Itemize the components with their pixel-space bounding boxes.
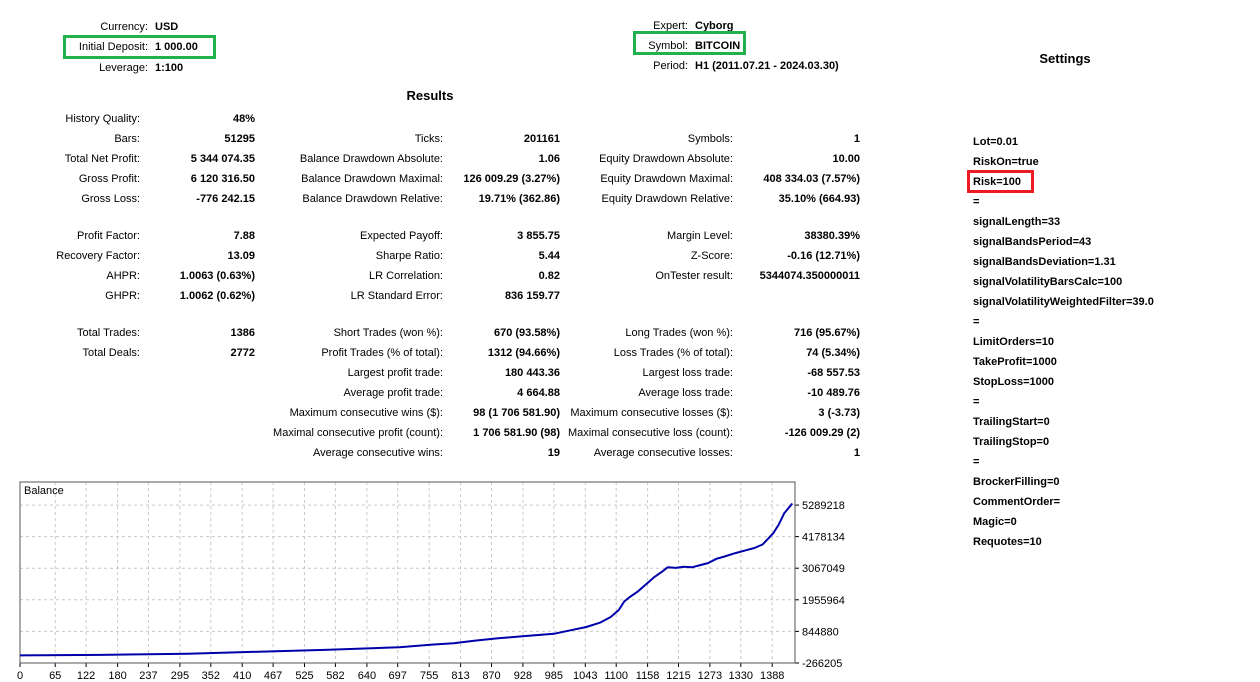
- balance-chart-svg: [0, 478, 870, 682]
- stat-value: [140, 383, 255, 403]
- x-tick-label: 1388: [759, 670, 785, 682]
- stat-value: 4 664.88: [517, 387, 560, 399]
- stat-label: History Quality:: [65, 113, 140, 125]
- stat-value: [140, 403, 255, 423]
- results-table: [0, 109, 860, 463]
- y-tick-label: -266205: [802, 658, 843, 670]
- stat-value: [443, 109, 560, 129]
- stat-label: OnTester result:: [655, 270, 733, 282]
- currency-row: [0, 17, 178, 37]
- settings-item: TrailingStop=0: [973, 436, 1050, 448]
- stat-label: Loss Trades (% of total):: [613, 347, 733, 359]
- x-tick-label: 582: [326, 670, 345, 682]
- stat-label: [0, 403, 140, 423]
- stat-value: 1.06: [538, 153, 560, 165]
- stats-row: [0, 323, 860, 343]
- x-tick-label: 467: [263, 670, 283, 682]
- stat-value: [733, 109, 860, 129]
- period-label: Period:: [653, 60, 688, 72]
- stat-value: 51295: [224, 133, 255, 145]
- stats-row: [0, 149, 860, 169]
- stat-label: Profit Factor:: [77, 230, 140, 242]
- stat-label: Maximum consecutive wins ($):: [289, 407, 443, 419]
- stat-label: Average profit trade:: [343, 387, 443, 399]
- settings-item: signalLength=33: [973, 216, 1061, 228]
- stat-label: Short Trades (won %):: [333, 327, 443, 339]
- y-tick-label: 5289218: [802, 500, 845, 513]
- stats-row: [0, 189, 860, 209]
- stat-value: 5344074.350000011: [759, 270, 860, 282]
- stat-value: 1.0062 (0.62%): [179, 290, 255, 302]
- stat-value: -126 009.29 (2): [784, 427, 860, 439]
- leverage-value: 1:100: [155, 62, 184, 74]
- stat-label: Largest profit trade:: [347, 367, 443, 379]
- stat-label: AHPR:: [106, 270, 140, 282]
- initial-deposit-row: [0, 37, 198, 57]
- stat-label: [0, 443, 140, 463]
- y-tick-label: 1955964: [802, 594, 845, 607]
- x-tick-label: 352: [201, 670, 220, 682]
- symbol-row: [588, 36, 740, 56]
- x-tick-label: 928: [513, 670, 533, 682]
- stat-label: [560, 109, 733, 129]
- stat-value: -776 242.15: [196, 193, 255, 205]
- stat-label: GHPR:: [105, 290, 140, 302]
- x-tick-label: 755: [420, 670, 439, 682]
- expert-label: Expert:: [653, 20, 688, 32]
- stat-label: Total Net Profit:: [64, 153, 140, 165]
- x-tick-label: 295: [170, 670, 190, 682]
- stat-label: Largest loss trade:: [642, 367, 733, 379]
- stat-value: 19: [547, 447, 560, 459]
- initial-deposit-label: Initial Deposit:: [78, 41, 148, 53]
- stat-value: 38380.39%: [804, 230, 860, 242]
- stat-label: Total Trades:: [77, 327, 140, 339]
- stat-value: 126 009.29 (3.27%): [463, 173, 560, 185]
- stat-label: Average loss trade:: [638, 387, 733, 399]
- stat-value: 180 443.36: [504, 367, 560, 379]
- stat-value: 5.44: [538, 250, 560, 262]
- balance-line: [20, 504, 792, 656]
- settings-item: =: [973, 456, 980, 468]
- stat-value: 1: [853, 447, 860, 459]
- x-tick-label: 697: [388, 670, 407, 682]
- stat-value: 716 (95.67%): [793, 327, 860, 339]
- stat-label: Symbols:: [687, 133, 733, 145]
- stats-row: [0, 226, 860, 246]
- stat-label: Recovery Factor:: [56, 250, 140, 262]
- x-tick-label: 1273: [697, 670, 723, 682]
- chart-title-label: Balance: [24, 485, 64, 497]
- x-tick-label: 410: [233, 670, 252, 682]
- expert-value: Cyborg: [695, 20, 734, 32]
- stat-value: 1 706 581.90 (98): [473, 427, 560, 439]
- stat-value: 201161: [523, 133, 560, 145]
- stat-label: Maximum consecutive losses ($):: [570, 407, 733, 419]
- stat-label: Expected Payoff:: [360, 230, 443, 242]
- settings-list: [973, 132, 1253, 552]
- settings-item: RiskOn=true: [973, 156, 1039, 168]
- stat-value: 1386: [230, 327, 255, 339]
- stat-value: 1312 (94.66%): [487, 347, 560, 359]
- x-tick-label: 65: [49, 670, 62, 682]
- x-tick-label: 985: [544, 670, 563, 682]
- stat-label: Equity Drawdown Absolute:: [599, 153, 733, 165]
- stat-value: -0.16 (12.71%): [787, 250, 860, 262]
- stat-value: 13.09: [227, 250, 255, 262]
- settings-item: =: [973, 396, 980, 408]
- stat-value: [140, 423, 255, 443]
- stat-value: 7.88: [233, 230, 255, 242]
- settings-item: StopLoss=1000: [973, 376, 1055, 388]
- stat-value: 48%: [232, 113, 255, 125]
- x-tick-label: 1330: [728, 670, 754, 682]
- stat-value: 408 334.03 (7.57%): [763, 173, 860, 185]
- x-tick-label: 1100: [604, 670, 629, 682]
- stat-value: 35.10% (664.93): [778, 193, 860, 205]
- stat-value: -68 557.53: [807, 367, 860, 379]
- x-tick-label: 640: [357, 670, 377, 682]
- stats-row: [0, 286, 860, 306]
- y-tick-label: 3067049: [802, 563, 845, 576]
- stat-value: [733, 286, 860, 306]
- stat-value: [140, 363, 255, 383]
- stat-value: 836 159.77: [504, 290, 560, 302]
- stat-label: [0, 383, 140, 403]
- stat-label: LR Standard Error:: [350, 290, 443, 302]
- stat-value: [140, 443, 255, 463]
- settings-item: signalVolatilityBarsCalc=100: [973, 276, 1123, 288]
- x-tick-label: 180: [108, 670, 127, 682]
- settings-title: Settings: [1039, 51, 1091, 66]
- x-tick-label: 1043: [573, 670, 598, 682]
- stat-label: Ticks:: [414, 133, 443, 145]
- stat-label: [0, 363, 140, 383]
- stat-label: Average consecutive wins:: [312, 447, 443, 459]
- x-tick-label: 870: [482, 670, 501, 682]
- stat-value: 5 344 074.35: [190, 153, 255, 165]
- stat-label: Balance Drawdown Absolute:: [299, 153, 443, 165]
- stat-value: 3 (-3.73): [818, 407, 860, 419]
- settings-item: Magic=0: [973, 516, 1017, 528]
- settings-item: BrockerFilling=0: [973, 476, 1060, 488]
- settings-item: signalVolatilityWeightedFilter=39.0: [973, 296, 1154, 308]
- stat-value: 19.71% (362.86): [478, 193, 560, 205]
- x-tick-label: 237: [139, 670, 158, 682]
- x-tick-label: 1158: [635, 670, 660, 682]
- stat-value: 6 120 316.50: [190, 173, 255, 185]
- stat-label: Equity Drawdown Relative:: [601, 193, 733, 205]
- stats-row: [0, 443, 860, 463]
- stat-label: Maximal consecutive loss (count):: [567, 427, 733, 439]
- stat-value: 3 855.75: [517, 230, 560, 242]
- stats-row: [0, 343, 860, 363]
- stat-label: [255, 109, 443, 129]
- stat-value: 10.00: [832, 153, 860, 165]
- settings-item: TakeProfit=1000: [973, 356, 1057, 368]
- x-tick-label: 813: [451, 670, 470, 682]
- stat-label: Balance Drawdown Relative:: [302, 193, 443, 205]
- stats-row: [0, 363, 860, 383]
- stats-row: [0, 423, 860, 443]
- settings-item: Requotes=10: [973, 536, 1042, 548]
- stat-label: Margin Level:: [666, 230, 733, 242]
- stat-label: Average consecutive losses:: [593, 447, 733, 459]
- stat-value: 1: [853, 133, 860, 145]
- currency-label: Currency:: [100, 21, 148, 33]
- settings-item: CommentOrder=: [973, 496, 1061, 508]
- period-value: H1 (2011.07.21 - 2024.03.30): [695, 60, 839, 72]
- stat-label: Long Trades (won %):: [625, 327, 733, 339]
- stat-value: -10 489.76: [807, 387, 860, 399]
- period-row: [588, 56, 839, 76]
- settings-item: signalBandsPeriod=43: [973, 236, 1092, 248]
- stats-row: [0, 383, 860, 403]
- stat-label: Maximal consecutive profit (count):: [273, 427, 443, 439]
- stat-label: Total Deals:: [82, 347, 140, 359]
- stat-label: Equity Drawdown Maximal:: [600, 173, 733, 185]
- stat-value: 74 (5.34%): [806, 347, 860, 359]
- stats-row: [0, 266, 860, 286]
- settings-item: TrailingStart=0: [973, 416, 1050, 428]
- stat-value: 2772: [230, 347, 255, 359]
- leverage-row: [0, 58, 183, 78]
- stats-row: [0, 169, 860, 189]
- stat-value: 670 (93.58%): [493, 327, 560, 339]
- stat-value: 98 (1 706 581.90): [473, 407, 560, 419]
- settings-item: signalBandsDeviation=1.31: [973, 256, 1116, 268]
- x-tick-label: 122: [76, 670, 96, 682]
- currency-value: USD: [155, 21, 179, 33]
- stat-value: 1.0063 (0.63%): [179, 270, 255, 282]
- stat-label: [0, 423, 140, 443]
- symbol-label: Symbol:: [648, 40, 688, 52]
- results-title: Results: [406, 88, 454, 103]
- settings-item-risk: Risk=100: [973, 176, 1022, 188]
- stat-label: Gross Profit:: [78, 173, 140, 185]
- stat-label: Gross Loss:: [81, 193, 140, 205]
- balance-chart: [0, 478, 870, 682]
- stats-row: [0, 109, 860, 129]
- stat-value: 0.82: [538, 270, 560, 282]
- y-tick-label: 844880: [802, 626, 839, 639]
- stat-label: [560, 286, 733, 306]
- settings-item: Lot=0.01: [973, 136, 1018, 148]
- stat-label: Bars:: [114, 133, 140, 145]
- x-tick-label: 525: [295, 670, 314, 682]
- initial-deposit-value: 1 000.00: [155, 41, 198, 53]
- settings-item: LimitOrders=10: [973, 336, 1055, 348]
- stats-row: [0, 129, 860, 149]
- symbol-value: BITCOIN: [695, 40, 741, 52]
- stat-label: Sharpe Ratio:: [375, 250, 443, 262]
- settings-item: =: [973, 196, 980, 208]
- stat-label: Balance Drawdown Maximal:: [301, 173, 443, 185]
- stat-label: LR Correlation:: [369, 270, 443, 282]
- x-tick-label: 1215: [666, 670, 691, 682]
- stat-label: Profit Trades (% of total):: [321, 347, 443, 359]
- expert-row: [588, 16, 734, 36]
- settings-item: =: [973, 316, 980, 328]
- y-tick-label: 4178134: [802, 531, 845, 544]
- stats-row: [0, 246, 860, 266]
- stat-label: Z-Score:: [690, 250, 733, 262]
- stats-row: [0, 403, 860, 423]
- x-tick-label: 0: [16, 670, 24, 682]
- leverage-label: Leverage:: [99, 62, 148, 74]
